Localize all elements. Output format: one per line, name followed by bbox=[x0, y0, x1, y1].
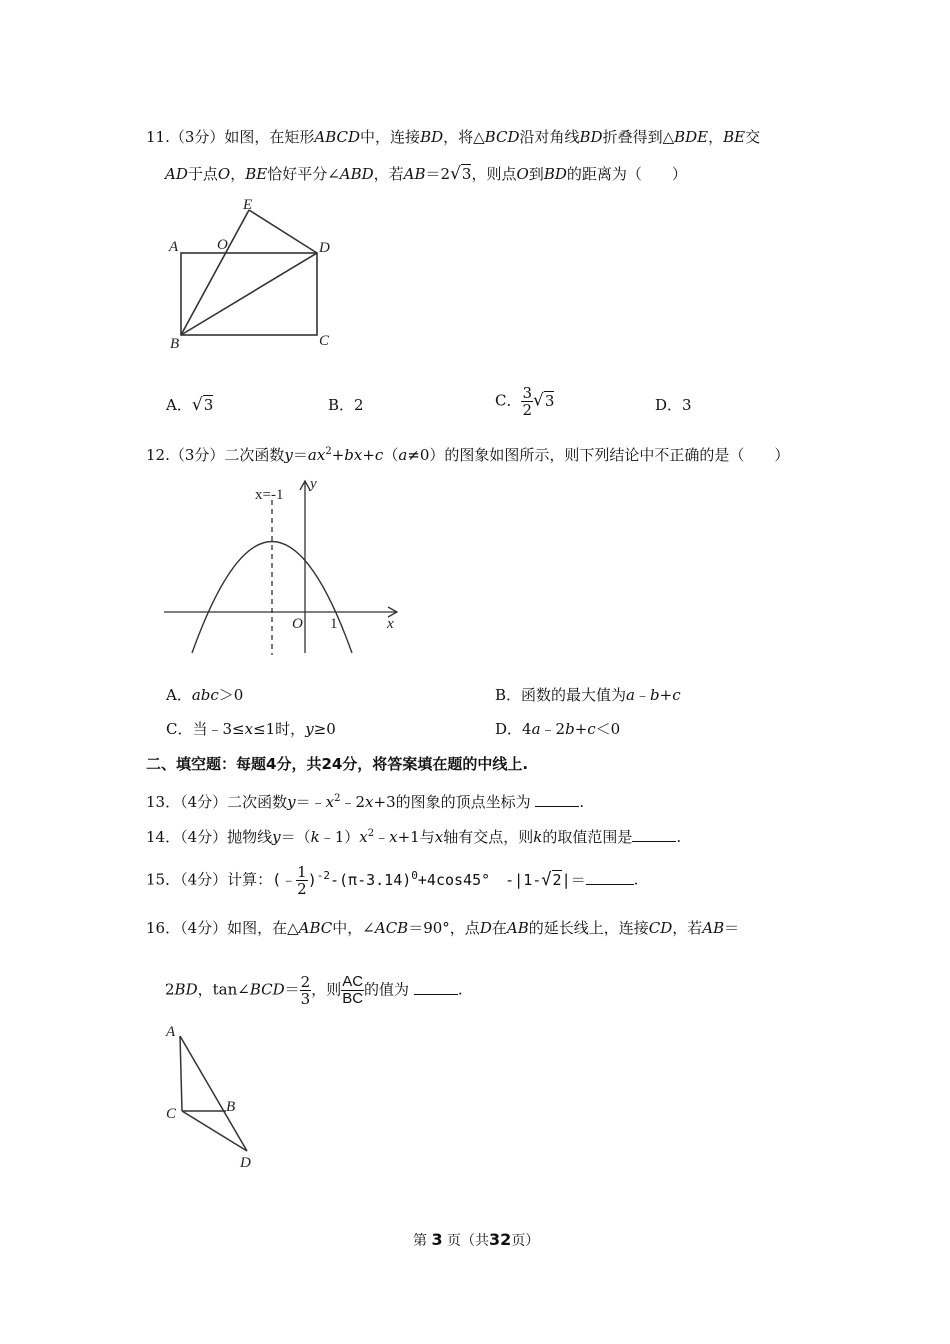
label-a: A bbox=[169, 239, 179, 255]
page-number: 3 bbox=[431, 1230, 443, 1249]
q12-stem: 12.（3分）二次函数$y=ax^2+bx+c(a\ne 0)$的图象如图所示，则下列结论中不正确的是（ ） bbox=[146, 446, 790, 464]
label-c: C bbox=[319, 333, 330, 349]
segment-ac bbox=[180, 1036, 182, 1111]
q11-option-d: D．3 bbox=[655, 396, 692, 414]
label-d: D bbox=[319, 240, 330, 256]
label-e: E bbox=[243, 197, 253, 213]
q12-figure bbox=[162, 475, 407, 660]
q11-option-a: A．√3 bbox=[166, 395, 214, 415]
q11-option-b: B．2 bbox=[328, 396, 364, 414]
label-b: B bbox=[170, 336, 180, 352]
q11-line1: 11.（3分）如图，在矩形ABCD中，连接BD，将△BCD沿对角线BD折叠得到△BDE，BE交 bbox=[146, 128, 761, 146]
q15: 15．（4分）计算：(﹣ $\frac{1}{2}$ )$^{-2}-(\pi-3.14)^0+4\cos 45^\circ$ -|1-√2|＝ . bbox=[146, 863, 639, 898]
q14-answer-blank[interactable] bbox=[632, 827, 676, 842]
q16-line2: 2BD，tan∠BCD＝ $\frac{2}{3}$ ，则 $\frac{AC}{BC}$ 的值为 . bbox=[165, 973, 463, 1008]
segment-be bbox=[181, 210, 249, 335]
label-b: B bbox=[226, 1099, 236, 1115]
q13: 13．（4分）二次函数$y=﹣x^2﹣2x+3$的图象的顶点坐标为 . bbox=[146, 793, 585, 811]
segment-ad bbox=[180, 1036, 247, 1151]
label-a: A bbox=[166, 1024, 176, 1040]
q16-answer-blank[interactable] bbox=[414, 980, 458, 995]
q13-answer-blank[interactable] bbox=[535, 792, 579, 807]
segment-cd bbox=[182, 1111, 247, 1151]
label-y: y bbox=[310, 476, 317, 492]
q14: 14．（4分）抛物线$y=(k﹣1)x^2﹣x+1$与x轴有交点，则k的取值范围是 . bbox=[146, 828, 682, 846]
q12-option-d: D．4a﹣2b+c＜0 bbox=[495, 720, 621, 738]
q11-line2: AD于点O，BE恰好平分∠ABD，若AB＝2√3，则点O到BD的距离为（ ） bbox=[165, 164, 687, 184]
q16-figure bbox=[162, 1020, 262, 1175]
q15-answer-blank[interactable] bbox=[586, 870, 634, 885]
label-x: x bbox=[387, 616, 394, 632]
q11-option-c: C． $\frac{3}{2}$ √3 bbox=[495, 384, 555, 419]
q12-option-a: A．abc＞0 bbox=[166, 686, 244, 704]
q15-prefix: 15．（4分）计算： bbox=[146, 870, 273, 889]
q12-option-c: C．当﹣3≤x≤1时，y≥0 bbox=[166, 720, 336, 738]
q12-option-b: B．函数的最大值为a﹣b+c bbox=[495, 686, 681, 704]
label-symmetry: x=-1 bbox=[255, 487, 284, 503]
label-o: O bbox=[217, 237, 228, 253]
section-2-heading: 二、填空题：每题4分，共24分，将答案填在题的中线上. bbox=[146, 755, 529, 773]
label-origin: O bbox=[292, 616, 303, 632]
label-one: 1 bbox=[330, 616, 338, 632]
q16-line1: 16．（4分）如图，在△ABC中，∠ACB＝90°，点D在AB的延长线上，连接CD，若AB＝ bbox=[146, 919, 740, 937]
page-total: 32 bbox=[489, 1230, 512, 1249]
segment-bd bbox=[181, 253, 317, 335]
segment-ed bbox=[249, 210, 317, 253]
label-d: D bbox=[240, 1155, 251, 1171]
q11-figure bbox=[165, 195, 340, 355]
page-footer: 第 3 页（共32页） bbox=[413, 1230, 540, 1249]
label-c: C bbox=[166, 1106, 177, 1122]
